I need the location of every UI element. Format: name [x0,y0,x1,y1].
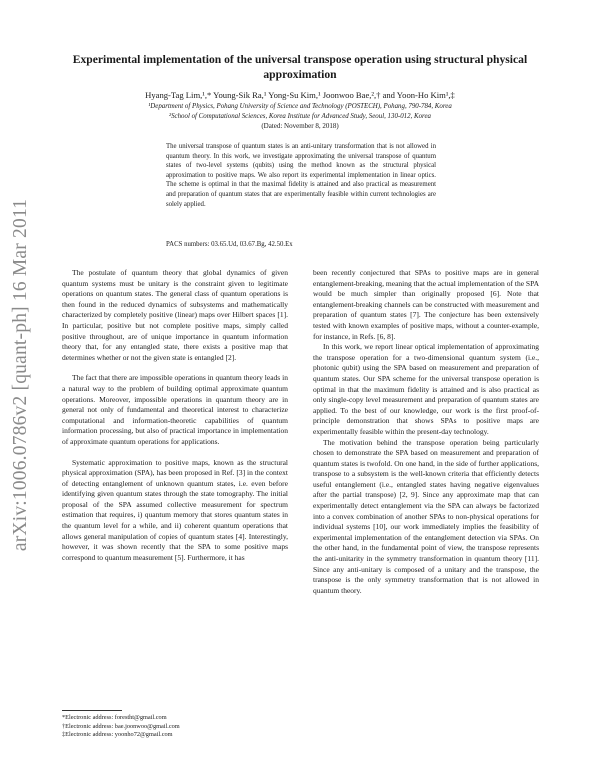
pacs-numbers: PACS numbers: 03.65.Ud, 03.67.Bg, 42.50.Ex [166,241,293,248]
arxiv-side-identifier [4,160,38,590]
footnote-rule [62,710,122,711]
paragraph: been recently conjectured that SPAs to positive maps are in general entanglement-breaking, meaning that the actual implementation of the SPA would be much simpler than originally proposed [6]. Note that entanglement-breaking channels can be constructed with measurement and preparation of quantum states [7]. The conjecture has been extensively tested with known examples of positive maps, without a counter-example, for instance, in Refs. [6, 8]. [313,268,539,341]
paragraph: In this work, we report linear optical implementation of approximating the transpose operation for a two-dimensional quantum system (i.e., photonic qubit) using the SPA based on measurement and preparation of quantum states. Our SPA scheme for the universal transpose operation is optimal in that the maximum fidelity is attained and is also practical as only single-copy level measurement and preparation of quantum states are applied. To the best of our knowledge, our work is the first proof-of-principle demonstration that shows SPAs to positive maps are experimentally feasible within the present-day technology. [313,342,539,436]
author-list: Hyang-Tag Lim,¹,* Young-Sik Ra,¹ Yong-Su Kim,¹ Joonwoo Bae,²,† and Yoon-Ho Kim¹,‡ [145,90,455,100]
affiliations [60,102,540,121]
affiliation-2: ²School of Computational Sciences, Korea Institute for Advanced Study, Seoul, 130-012, Korea [169,112,431,120]
abstract: The universal transpose of quantum states is an anti-unitary transformation that is not allowed in quantum theory. In this work, we investigate approximating the universal transpose of quantum states of two-level systems (qubits) using the method known as the structural physical approximation to positive maps. We also report its experimental implementation in linear optics. The scheme is optimal in that the maximal fidelity is attained and also practical as measurement and preparation of quantum states that are experimentally feasible within current technologies are solely applied. [166,143,436,208]
date-line: (Dated: November 8, 2018) [261,122,339,130]
arxiv-id-text: arXiv:1006.0786v2 [quant-ph] 16 Mar 2011 [10,198,31,552]
footnotes [62,714,288,740]
paragraph: The motivation behind the transpose operation being particularly chosen to demonstrate the SPA based on measurement and preparation of quantum states is twofold. On one hand, in the side of further applications, transpose to a subsystem is the well-known criteria that efficiently detects useful entanglement (i.e., entangled states having negative eigenvalues after the partial transpose) [2, 9]. Since any approximate map that can experimentally detect entanglement via the SPA can always be factorized into a convex combination of another SPAs to non-physical operations for individual systems [10], our work immediately implies the feasibility of experimental implementation of the entanglement detection via SPAs. On the other hand, in the fundamental point of view, the transpose represents the anti-unitarity in the symmetry transformation in quantum theory [11]. Since any anti-unitary is composed of a unitary and the transpose, the transpose is the only symmetry transformation that is not allowed in quantum theory. [313,437,539,595]
paper-title: Experimental implementation of the universal transpose operation using structural physical approximation [72,53,528,81]
affiliation-1: ¹Department of Physics, Pohang University of Science and Technology (POSTECH), Pohang, 790-784, Korea [148,103,452,110]
paragraph: Systematic approximation to positive maps, known as the structural physical approximation (SPA), has been proposed in Ref. [3] in the context of detecting entanglement of unknown quantum states, i.e. even before identifying given quantum states through the state tomography. The initial proposal of the SPA assumed collective measurement for spectrum estimation that requires, i) quantum memory that stores quantum states in the quantum level for a while, and ii) coherent quantum operations that allows general manipulation of copies of quantum states [4]. Interestingly, however, it was shown recently that the SPA to some positive maps correspond to quantum measurement [5]. Furthermore, it has [62,457,288,562]
footnote: *Electronic address: forestht@gmail.com [62,714,167,721]
footnote: ‡Electronic address: yoonho72@gmail.com [62,731,173,739]
left-column [62,268,288,563]
footnote: †Electronic address: bae.joonwoo@gmail.com [62,722,180,730]
paragraph: The postulate of quantum theory that global dynamics of given quantum systems must be unitary is the constraint given to legitimate operations on quantum states. The general class of quantum operations is then found in the reduced dynamics of subsystems and mathematically characterized by completely positive (linear) maps over Hilbert spaces [1]. In particular, positive but not complete positive maps, simply called positive throughout, are of unique importance in quantum information theory that, for any entangled state, there exists a positive map that determines whether or not the given state is entangled [2]. [62,268,288,362]
paragraph: The fact that there are impossible operations in quantum theory leads in a natural way to the problem of building optimal approximate quantum operations. Moreover, impossible operations in quantum theory are in general not only of fundamental and theoretical interest to characterize computational and information-theoretic capabilities of quantum information processing, but also of practical importance in implementation of approximate quantum operations for applications. [62,373,288,446]
right-column [313,268,539,596]
